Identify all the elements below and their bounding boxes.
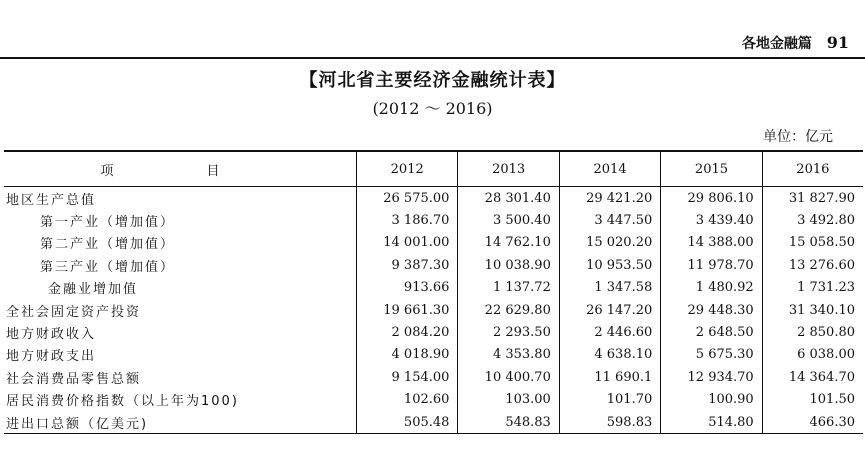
row-label: 进出口总额（亿美元) <box>4 411 357 434</box>
table-cell: 100.90 <box>661 389 762 411</box>
table-cell: 29 806.10 <box>661 187 762 210</box>
column-header-year: 2015 <box>661 151 762 187</box>
table-cell: 19 661.30 <box>357 299 458 321</box>
column-header-year: 2012 <box>357 151 458 187</box>
table-cell: 103.00 <box>458 389 559 411</box>
table-cell: 3 186.70 <box>357 209 458 231</box>
table-cell: 2 084.20 <box>357 321 458 343</box>
table-row <box>4 321 863 343</box>
table-cell: 1 347.58 <box>559 277 660 299</box>
table-cell: 14 364.70 <box>762 366 863 388</box>
row-label: 地区生产总值 <box>6 192 97 208</box>
table-cell: 4 018.90 <box>357 344 458 366</box>
table-cell: 11 978.70 <box>661 254 762 276</box>
table-row <box>4 232 863 254</box>
table-cell: 26 575.00 <box>357 187 458 210</box>
table-cell: 505.48 <box>357 411 458 434</box>
unit-label: 单位：亿元 <box>763 129 833 145</box>
table-row <box>4 411 863 434</box>
table-cell: 9 387.30 <box>357 254 458 276</box>
table-cell: 3 492.80 <box>762 209 863 231</box>
table-row <box>4 389 863 411</box>
table-cell: 12 934.70 <box>661 366 762 388</box>
column-header-year: 2014 <box>559 151 660 187</box>
section-name: 各地金融篇 <box>741 36 812 52</box>
table-cell: 29 421.20 <box>559 187 660 210</box>
table-cell: 598.83 <box>559 411 660 434</box>
table-cell: 31 827.90 <box>762 187 863 210</box>
table-row <box>4 366 863 388</box>
table-title: 【河北省主要经济金融统计表】 <box>299 70 566 91</box>
table-row <box>4 277 863 299</box>
table-row <box>4 209 863 231</box>
table-cell: 1 731.23 <box>762 277 863 299</box>
table-cell: 9 154.00 <box>357 366 458 388</box>
row-label: 第二产业（增加值） <box>40 237 176 253</box>
table-cell: 14 388.00 <box>661 232 762 254</box>
table-cell: 28 301.40 <box>458 187 559 210</box>
table-cell: 548.83 <box>458 411 559 434</box>
table-cell: 10 953.50 <box>559 254 660 276</box>
row-label: 地方财政收入 <box>6 327 97 343</box>
row-label: 全社会固定资产投资 <box>6 304 142 320</box>
row-label: 社会消费品零售总额 <box>6 371 142 387</box>
table-cell: 5 675.30 <box>661 344 762 366</box>
table-cell: 22 629.80 <box>458 299 559 321</box>
table-cell: 4 353.80 <box>458 344 559 366</box>
table-cell: 14 762.10 <box>458 232 559 254</box>
table-cell: 2 446.60 <box>559 321 660 343</box>
table-cell: 3 439.40 <box>661 209 762 231</box>
table-cell: 15 020.20 <box>559 232 660 254</box>
table-cell: 1 480.92 <box>661 277 762 299</box>
table-cell: 15 058.50 <box>762 232 863 254</box>
table-row <box>4 254 863 276</box>
table-cell: 14 001.00 <box>357 232 458 254</box>
table-cell: 101.50 <box>762 389 863 411</box>
table-subtitle: (2012 ～ 2016) <box>372 99 493 118</box>
table-body <box>4 187 863 434</box>
header-row <box>4 151 863 187</box>
table-cell: 6 038.00 <box>762 344 863 366</box>
table-cell: 3 500.40 <box>458 209 559 231</box>
table-cell: 102.60 <box>357 389 458 411</box>
table-cell: 31 340.10 <box>762 299 863 321</box>
table-row <box>4 299 863 321</box>
table-cell: 514.80 <box>661 411 762 434</box>
table-cell: 3 447.50 <box>559 209 660 231</box>
table-cell: 913.66 <box>357 277 458 299</box>
row-label: 金融业增加值 <box>48 282 139 298</box>
row-label: 第一产业（增加值） <box>40 215 176 231</box>
row-label: 第三产业（增加值） <box>40 259 176 275</box>
table-cell: 29 448.30 <box>661 299 762 321</box>
statistics-table <box>4 150 863 434</box>
page-number: 91 <box>826 33 849 52</box>
row-label: 地方财政支出 <box>6 349 97 365</box>
table-cell: 2 648.50 <box>661 321 762 343</box>
table-cell: 26 147.20 <box>559 299 660 321</box>
running-head <box>742 33 849 53</box>
row-label: 居民消费价格指数（以上年为100) <box>6 394 239 410</box>
table-cell: 466.30 <box>762 411 863 434</box>
table-cell: 101.70 <box>559 389 660 411</box>
table-cell: 10 400.70 <box>458 366 559 388</box>
header-rule <box>0 57 865 59</box>
table-cell: 2 850.80 <box>762 321 863 343</box>
table-cell: 4 638.10 <box>559 344 660 366</box>
table-cell: 1 137.72 <box>458 277 559 299</box>
column-header-year: 2016 <box>762 151 863 187</box>
table-cell: 13 276.60 <box>762 254 863 276</box>
column-header-year: 2013 <box>458 151 559 187</box>
table-cell: 2 293.50 <box>458 321 559 343</box>
table-cell: 11 690.1 <box>559 366 660 388</box>
table-cell: 10 038.90 <box>458 254 559 276</box>
table-row <box>4 187 863 210</box>
column-header-item: 项 目 <box>4 151 357 187</box>
table-row <box>4 344 863 366</box>
table-header <box>4 151 863 187</box>
